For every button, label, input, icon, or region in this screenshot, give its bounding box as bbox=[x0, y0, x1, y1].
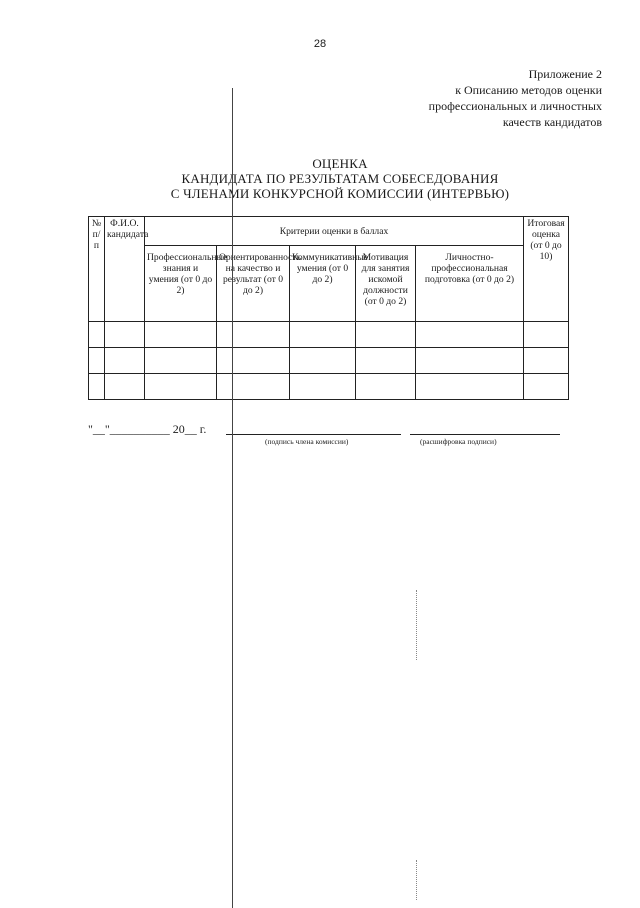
signature-row bbox=[88, 422, 568, 436]
criterion-result-orientation: Ориентированность на качество и результат (от 0 до 2) bbox=[217, 246, 290, 322]
title-line: ОЦЕНКА bbox=[312, 156, 368, 171]
table-row bbox=[89, 374, 569, 400]
table-cell[interactable] bbox=[145, 348, 217, 374]
date-field[interactable]: "__"__________ 20__ г. bbox=[88, 422, 207, 436]
table-cell[interactable] bbox=[356, 322, 416, 348]
table-cell[interactable] bbox=[145, 322, 217, 348]
scan-artifact-line bbox=[232, 88, 233, 908]
appendix-note bbox=[342, 66, 602, 130]
table-cell[interactable] bbox=[290, 322, 356, 348]
appendix-line: качеств кандидатов bbox=[502, 115, 602, 129]
table-cell[interactable] bbox=[89, 374, 105, 400]
appendix-line: профессиональных и личностных bbox=[428, 99, 602, 113]
table-cell[interactable] bbox=[217, 348, 290, 374]
member-signature-line[interactable] bbox=[226, 434, 401, 435]
criterion-personal-training: Личностно-профессиональная подготовка (от 0 до 2) bbox=[416, 246, 524, 322]
table-subheader-row bbox=[89, 246, 569, 322]
criterion-motivation: Мотивация для занятия искомой должности (от 0 до 2) bbox=[356, 246, 416, 322]
header-total-score: Итоговая оценка (от 0 до 10) bbox=[524, 217, 569, 322]
table-header-row bbox=[89, 217, 569, 246]
table-cell[interactable] bbox=[416, 374, 524, 400]
table-cell[interactable] bbox=[290, 374, 356, 400]
header-criteria: Критерии оценки в баллах bbox=[145, 217, 524, 246]
assessment-table bbox=[88, 216, 569, 400]
signature-decode-line[interactable] bbox=[410, 434, 560, 435]
criterion-communication: Коммуникативные умения (от 0 до 2) bbox=[290, 246, 356, 322]
member-signature-caption: (подпись члена комиссии) bbox=[265, 437, 349, 446]
table-cell[interactable] bbox=[145, 374, 217, 400]
scan-artifact-dots bbox=[416, 860, 417, 900]
table-cell[interactable] bbox=[89, 348, 105, 374]
header-number: № п/п bbox=[89, 217, 105, 322]
table-cell[interactable] bbox=[217, 374, 290, 400]
document-title bbox=[90, 156, 590, 201]
table-cell[interactable] bbox=[524, 322, 569, 348]
table-row bbox=[89, 322, 569, 348]
table-cell[interactable] bbox=[416, 348, 524, 374]
appendix-line: к Описанию методов оценки bbox=[455, 83, 602, 97]
table-cell[interactable] bbox=[524, 374, 569, 400]
table-cell[interactable] bbox=[356, 348, 416, 374]
title-line: КАНДИДАТА ПО РЕЗУЛЬТАТАМ СОБЕСЕДОВАНИЯ bbox=[181, 171, 499, 186]
table-cell[interactable] bbox=[105, 322, 145, 348]
criterion-professional-knowledge: Профессиональные знания и умения (от 0 до 2) bbox=[145, 246, 217, 322]
page-number: 28 bbox=[313, 38, 327, 50]
table-cell[interactable] bbox=[524, 348, 569, 374]
appendix-line: Приложение 2 bbox=[528, 67, 602, 81]
table-cell[interactable] bbox=[89, 322, 105, 348]
table-cell[interactable] bbox=[416, 322, 524, 348]
table-row bbox=[89, 348, 569, 374]
scan-artifact-dots bbox=[416, 590, 417, 660]
table-cell[interactable] bbox=[105, 374, 145, 400]
table-cell[interactable] bbox=[105, 348, 145, 374]
table-cell[interactable] bbox=[356, 374, 416, 400]
signature-decode-caption: (расшифровка подписи) bbox=[420, 437, 497, 446]
table-cell[interactable] bbox=[217, 322, 290, 348]
header-candidate-name: Ф.И.О. кандидата bbox=[105, 217, 145, 322]
table-cell[interactable] bbox=[290, 348, 356, 374]
title-line: С ЧЛЕНАМИ КОНКУРСНОЙ КОМИССИИ (ИНТЕРВЬЮ) bbox=[170, 186, 510, 201]
